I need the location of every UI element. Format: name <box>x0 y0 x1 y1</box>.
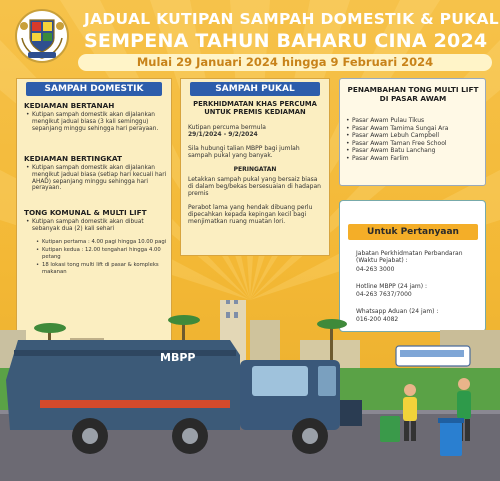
tong-komunal-list <box>26 219 168 233</box>
poster-title-line1: JADUAL KUTIPAN SAMPAH DOMESTIK & PUKAL <box>84 10 499 28</box>
market-list <box>346 117 484 163</box>
tong-multi-lift-heading: PENAMBAHAN TONG MULTI LIFT DI PASAR AWAM <box>347 85 479 103</box>
pukal-free-label: Kutipan percuma bermula <box>188 124 266 131</box>
pukal-heading: SAMPAH PUKAL <box>190 82 320 96</box>
date-range-banner: Mulai 29 Januari 2024 hingga 9 Februari 2024 <box>78 54 492 71</box>
tong-komunal-title: TONG KOMUNAL & MULTI LIFT <box>24 208 147 217</box>
contact-label: Jabatan Perkhidmatan Perbandaran (Waktu Pejabat) : <box>356 250 463 265</box>
pukal-service-title: PERKHIDMATAN KHAS PERCUMA UNTUK PREMIS KEDIAMAN <box>193 100 317 116</box>
market-item: • Pasar Awam Pulau Tikus <box>346 117 484 125</box>
pukal-free-dates: 29/1/2024 - 9/2/2024 <box>188 131 258 138</box>
market-item: • Pasar Awam Lebuh Campbell <box>346 132 484 140</box>
city-truck-illustration <box>0 300 500 481</box>
tong-komunal-item: • Kutipan sampah domestik akan dibuat sebanyak dua (2) kali sehari <box>26 219 168 233</box>
mbpp-logo-icon <box>14 8 70 64</box>
kediaman-bertanah-item: • Kutipan sampah domestik akan dijalankan mengikut jadual biasa (3 kali seminggu) sepanjang minggu sehingga hari perayaan. <box>26 112 168 132</box>
market-item: • Pasar Awam Farlim <box>346 155 484 163</box>
market-item: • Pasar Awam Batu Lanchang <box>346 147 484 155</box>
kediaman-bertanah-title: KEDIAMAN BERTANAH <box>24 101 115 110</box>
contact-label: Whatsapp Aduan (24 jam) : <box>356 308 439 315</box>
kutipan-time-item: • Kutipan kedua : 12.00 tengahari hingga 4.00 petang <box>36 247 168 260</box>
peringatan-title: PERINGATAN <box>233 166 277 173</box>
kediaman-bertingkat-item: • Kutipan sampah domestik akan dijalankan mengikut jadual biasa (setiap hari kecuali hari AHAD) sepanjang minggu sehingga hari perayaan. <box>26 165 168 192</box>
kediaman-bertingkat-title: KEDIAMAN BERTINGKAT <box>24 154 122 163</box>
kediaman-bertanah-list <box>26 112 168 132</box>
truck-brand-label: MBPP <box>160 351 196 364</box>
market-item: • Pasar Awam Tamima Sungai Ara <box>346 125 484 133</box>
contact-number: 04-263 7637/7000 <box>356 291 412 298</box>
kutipan-times-list <box>36 239 168 275</box>
market-item: • Pasar Awam Taman Free School <box>346 140 484 148</box>
pukal-contact-text: Sila hubungi talian MBPP bagi jumlah sampah pukal yang banyak. <box>188 145 300 160</box>
kutipan-time-item: • Kutipan pertama : 4.00 pagi hingga 10.00 pagi <box>36 239 168 245</box>
contact-number: 04-263 3000 <box>356 266 395 273</box>
perabot-text: Perabot lama yang hendak dibuang perlu dipecahkan kepada kepingan kecil bagi menjimatkan ruang muatan lori. <box>188 204 313 226</box>
poster-title-line2: SEMPENA TAHUN BAHARU CINA 2024 <box>84 30 488 52</box>
domestik-heading: SAMPAH DOMESTIK <box>26 82 162 96</box>
kediaman-bertingkat-list <box>26 165 168 192</box>
pertanyaan-heading: Untuk Pertanyaan <box>348 224 478 240</box>
contact-number: 016-200 4082 <box>356 316 399 323</box>
contact-label: Hotline MBPP (24 jam) : <box>356 283 428 290</box>
kutipan-time-item: • 18 lokasi tong multi lift di pasar & kompleks makanan <box>36 262 168 275</box>
peringatan-text: Letakkan sampah pukal yang bersaiz biasa di dalam beg/bekas bersesuaian di hadapan premis <box>188 176 321 198</box>
